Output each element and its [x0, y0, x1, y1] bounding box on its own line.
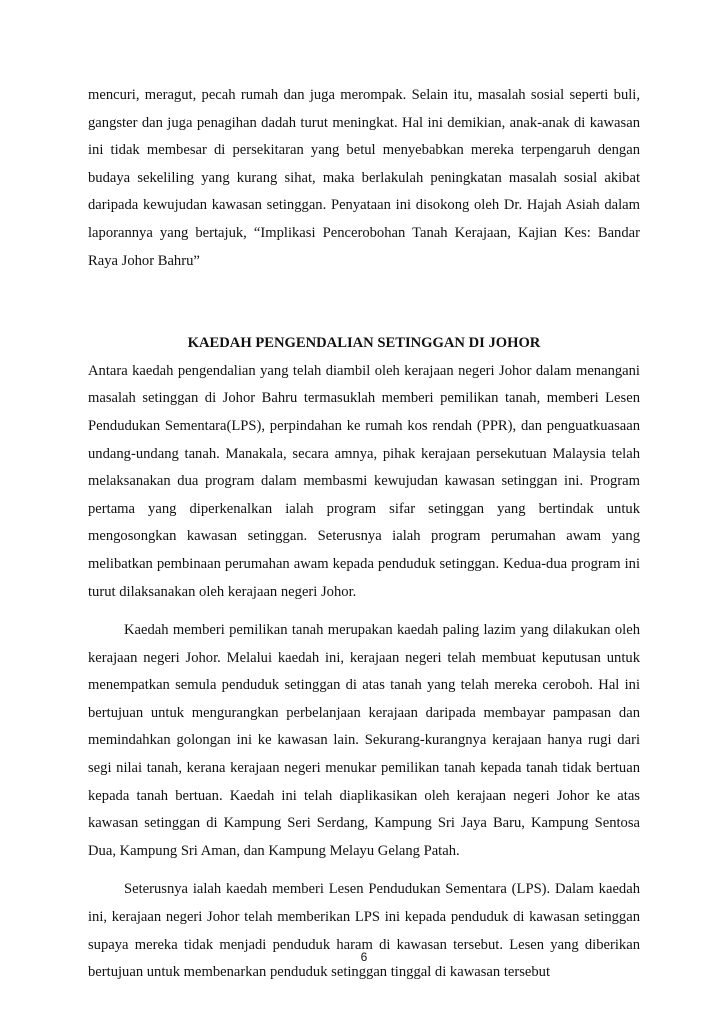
- paragraph-land-ownership: Kaedah memberi pemilikan tanah merupakan kaedah paling lazim yang dilakukan oleh kerajaan negeri Johor. Melalui kaedah ini, kerajaan negeri telah membuat keputusan untuk menempatkan semula penduduk setinggan di atas tanah yang telah mereka ceroboh. Hal ini bertujuan untuk mengurangkan perbelanjaan kerajaan daripada membayar pampasan dan memindahkan golongan ini ke kawasan lain. Sekurang-kurangnya kerajaan hanya rugi dari segi nilai tanah, kerana kerajaan negeri menukar pemilikan tanah kepada tanah tidak bertuan kepada tanah bertuan. Kaedah ini telah diaplikasikan oleh kerajaan negeri Johor ke atas kawasan setinggan di Kampung Seri Serdang, Kampung Sri Jaya Baru, Kampung Sentosa Dua, Kampung Sri Aman, dan Kampung Melayu Gelang Patah.: [88, 622, 640, 859]
- page-number: 6: [360, 950, 368, 964]
- section-heading: KAEDAH PENGENDALIAN SETINGGAN DI JOHOR: [187, 335, 541, 352]
- paragraph-intro: mencuri, meragut, pecah rumah dan juga merompak. Selain itu, masalah sosial seperti buli, gangster dan juga penagihan dadah turut meningkat. Hal ini demikian, anak-anak di kawasan ini tidak membesar di persekitaran yang betul menyebabkan mereka terpengaruh dengan budaya sekeliling yang kurang sihat, maka berlakulah peningkatan masalah sosial akibat daripada kewujudan kawasan setinggan. Penyataan ini disokong oleh Dr. Hajah Asiah dalam laporannya yang bertajuk, “Implikasi Pencerobohan Tanah Kerajaan, Kajian Kes: Bandar Raya Johor Bahru”: [88, 87, 640, 269]
- paragraph-methods: Antara kaedah pengendalian yang telah diambil oleh kerajaan negeri Johor dalam menangani masalah setinggan di Johor Bahru termasuklah memberi pemilikan tanah, memberi Lesen Pendudukan Sementara(LPS), perpindahan ke rumah kos rendah (PPR), dan penguatkuasaan undang-undang tanah. Manakala, secara amnya, pihak kerajaan persekutuan Malaysia telah melaksanakan dua program dalam membasmi kewujudan kawasan setinggan ini. Program pertama yang diperkenalkan ialah program sifar setinggan yang bertindak untuk mengosongkan kawasan setinggan. Seterusnya ialah program perumahan awam yang melibatkan pembinaan perumahan awam kepada penduduk setinggan. Kedua-dua program ini turut dilaksanakan oleh kerajaan negeri Johor.: [88, 362, 640, 600]
- document-page: [88, 82, 640, 987]
- paragraph-lps: Seterusnya ialah kaedah memberi Lesen Pendudukan Sementara (LPS). Dalam kaedah ini, kerajaan negeri Johor telah memberikan LPS ini kepada penduduk di kawasan setinggan supaya mereka tidak menjadi penduduk haram di kawasan tersebut. Lesen yang diberikan bertujuan untuk membenarkan penduduk setinggan tinggal di kawasan tersebut: [88, 881, 640, 981]
